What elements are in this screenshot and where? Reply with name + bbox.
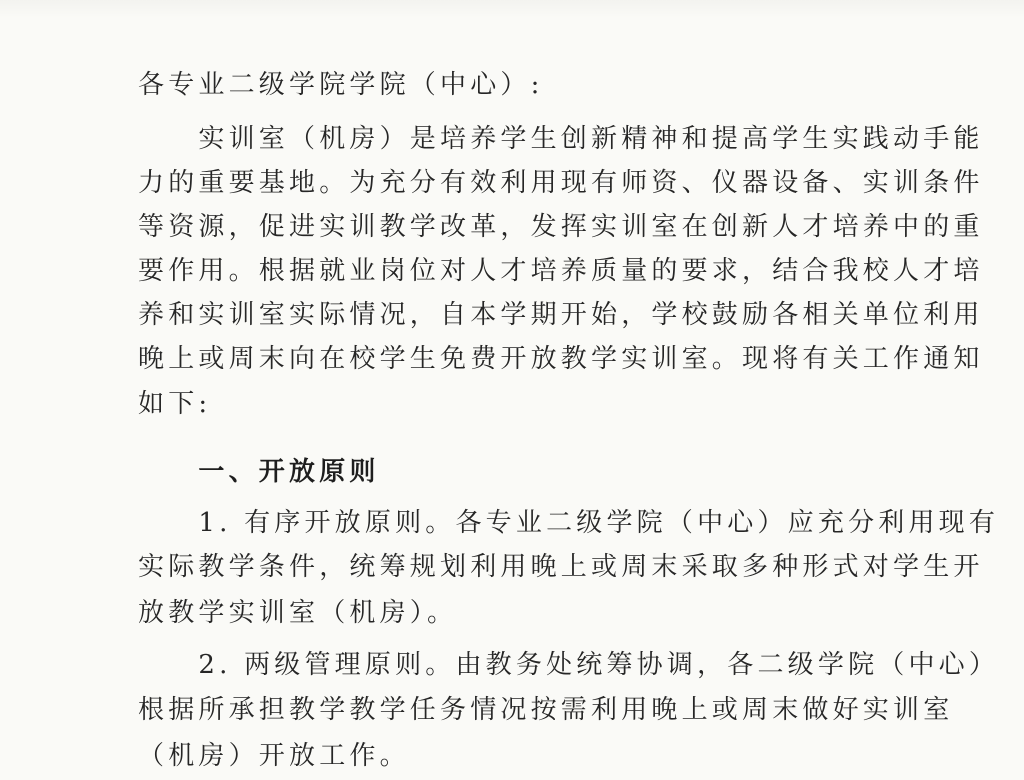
principle-1-line: 放教学实训室（机房）。 (138, 598, 458, 628)
principle-2-line: 根据所承担教学教学任务情况按需利用晚上或周末做好实训室 (138, 695, 954, 725)
intro-line: 要作用。根据就业岗位对人才培养质量的要求，结合我校人才培 (138, 256, 984, 286)
salutation: 各专业二级学院学院（中心）: (138, 70, 544, 100)
intro-line: 养和实训室实际情况，自本学期开始，学校鼓励各相关单位利用 (138, 300, 984, 330)
principle-1-line: 1. 有序开放原则。各专业二级学院（中心）应充分利用现有 (138, 508, 1000, 538)
intro-line: 等资源，促进实训教学改革，发挥实训室在创新人才培养中的重 (138, 212, 984, 242)
scan-edge (0, 0, 1024, 18)
principle-2-line: 2. 两级管理原则。由教务处统筹协调，各二级学院（中心） (138, 650, 1000, 680)
principle-2-line: （机房）开放工作。 (138, 741, 410, 771)
principle-1-line: 实际教学条件，统筹规划利用晚上或周末采取多种形式对学生开 (138, 552, 984, 582)
intro-line: 晚上或周末向在校学生免费开放教学实训室。现将有关工作通知 (138, 344, 984, 374)
intro-line: 如下: (138, 389, 212, 419)
intro-line: 力的重要基地。为充分有效利用现有师资、仪器设备、实训条件 (138, 168, 984, 198)
intro-line: 实训室（机房）是培养学生创新精神和提高学生实践动手能 (138, 124, 984, 154)
section-heading: 一、开放原则 (138, 457, 380, 487)
